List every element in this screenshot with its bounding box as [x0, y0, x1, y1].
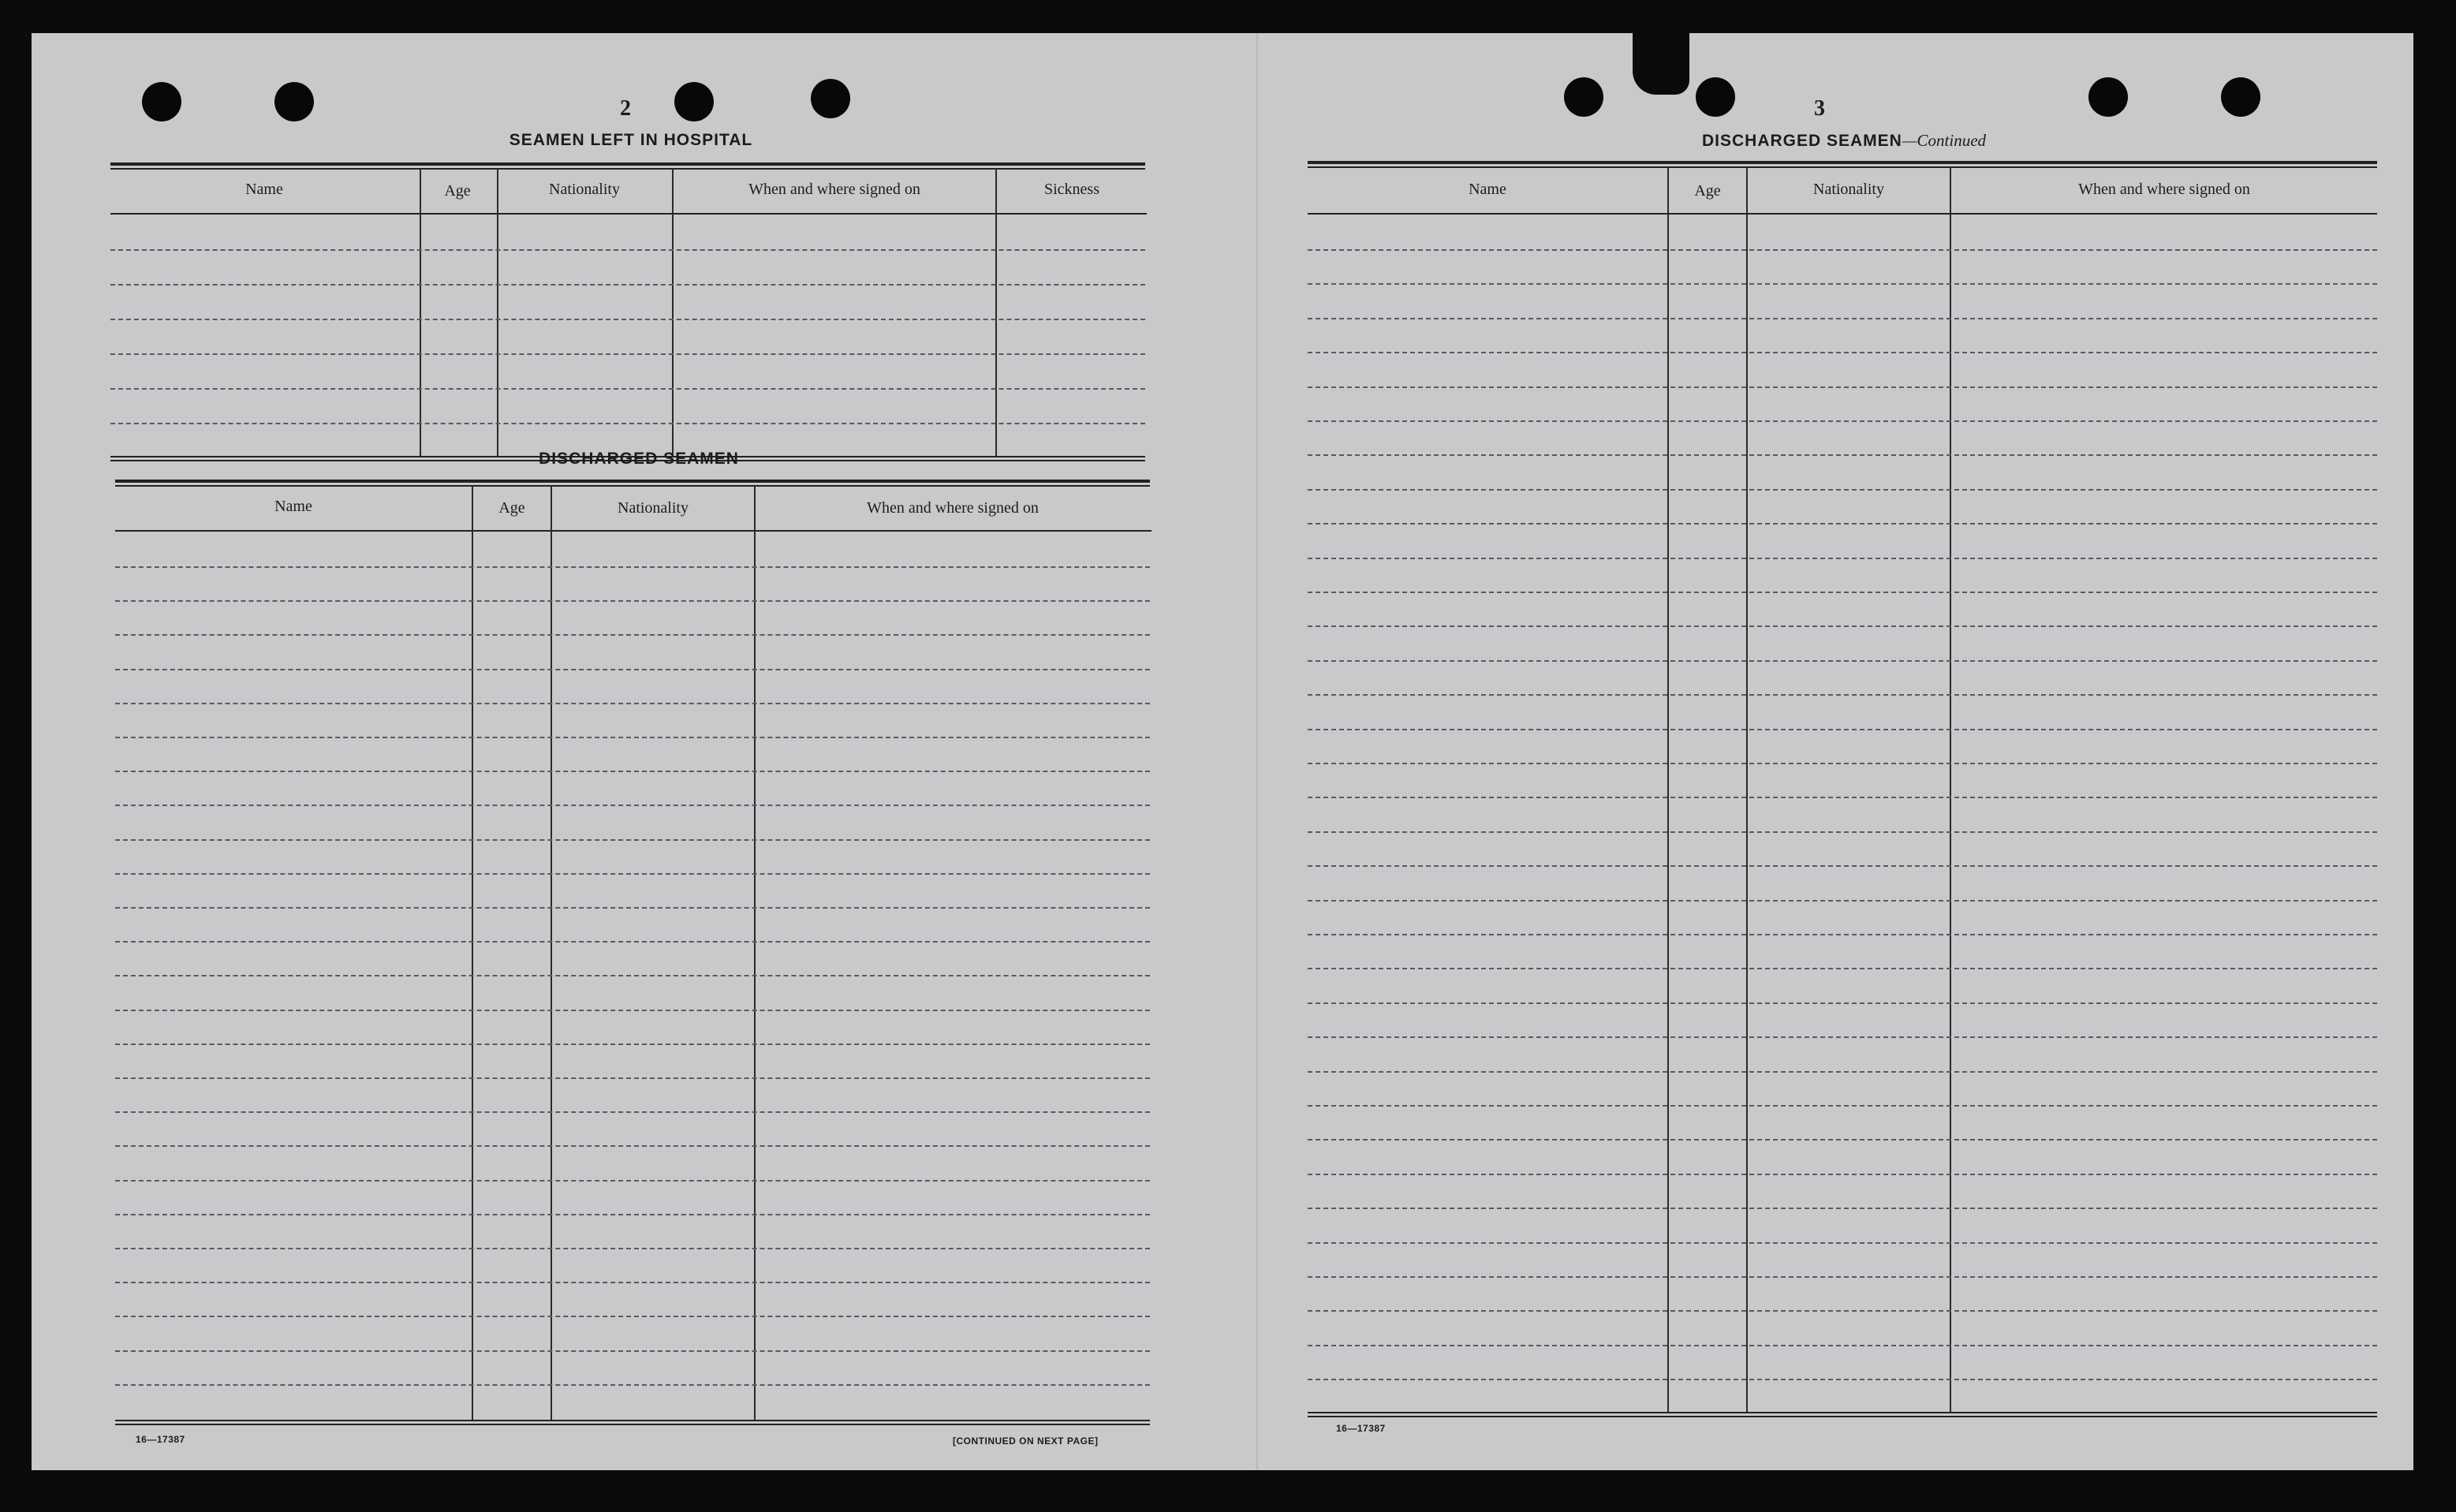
- right-header-age: Age: [1694, 182, 1721, 200]
- row-line: [115, 737, 1150, 738]
- discharged-top-rule-thin: [115, 485, 1150, 487]
- punch-hole: [2088, 77, 2128, 117]
- continued-note: [CONTINUED ON NEXT PAGE]: [953, 1435, 1099, 1447]
- row-line: [115, 839, 1150, 841]
- row-line: [1308, 1139, 2377, 1141]
- row-line: [115, 1111, 1150, 1113]
- form-number-right: 16—17387: [1336, 1423, 1386, 1434]
- discharged-bottom-rule: [115, 1420, 1150, 1421]
- row-line: [1308, 420, 2377, 422]
- row-line: [1308, 1310, 2377, 1312]
- row-line: [1308, 1208, 2377, 1209]
- row-line: [115, 1316, 1150, 1317]
- row-line: [1308, 1242, 2377, 1244]
- right-top-rule-thin: [1308, 166, 2377, 168]
- right-col-divider: [1950, 167, 1951, 1412]
- hospital-col-divider: [420, 169, 421, 457]
- discharged-header-rule: [115, 530, 1151, 532]
- discharged-col-divider: [551, 486, 552, 1420]
- row-line: [1308, 625, 2377, 627]
- hospital-header-rule: [110, 213, 1147, 215]
- row-line: [1308, 694, 2377, 696]
- row-line: [1308, 1174, 2377, 1175]
- hospital-row-line: [110, 423, 1145, 424]
- discharged-header-name: Name: [274, 498, 312, 515]
- discharged-section-title-left: DISCHARGED SEAMEN: [539, 450, 739, 468]
- row-line: [115, 1043, 1150, 1045]
- row-line: [1308, 454, 2377, 456]
- right-col-divider: [1746, 167, 1748, 1412]
- row-line: [1308, 865, 2377, 867]
- row-line: [1308, 1002, 2377, 1004]
- punch-hole: [674, 82, 714, 121]
- row-line: [115, 634, 1150, 636]
- hospital-header-signed-on: When and where signed on: [748, 181, 920, 198]
- right-col-divider: [1667, 167, 1669, 1412]
- center-fold: [1256, 33, 1258, 1470]
- row-line: [1308, 1276, 2377, 1278]
- row-line: [115, 1248, 1150, 1249]
- punch-hole: [811, 79, 850, 118]
- hospital-header-name: Name: [245, 181, 283, 198]
- row-line: [1308, 900, 2377, 902]
- discharged-col-divider: [754, 486, 756, 1420]
- discharged-header-nationality: Nationality: [618, 499, 689, 517]
- row-line: [1308, 660, 2377, 662]
- page-number-right: 3: [1814, 96, 1825, 121]
- hospital-section-title: SEAMEN LEFT IN HOSPITAL: [509, 131, 753, 149]
- row-line: [115, 669, 1150, 670]
- row-line: [1308, 797, 2377, 798]
- row-line: [1308, 318, 2377, 319]
- discharged-top-rule: [115, 480, 1150, 483]
- row-line: [1308, 523, 2377, 525]
- row-line: [115, 1350, 1150, 1352]
- hospital-row-line: [110, 353, 1145, 355]
- row-line: [115, 1145, 1150, 1147]
- row-line: [115, 1010, 1150, 1011]
- right-header-nationality: Nationality: [1813, 181, 1884, 198]
- right-header-rule: [1308, 213, 2377, 215]
- right-header-name: Name: [1469, 181, 1506, 198]
- row-line: [1308, 1036, 2377, 1038]
- hospital-top-rule-thin: [110, 168, 1145, 170]
- right-header-signed-on: When and where signed on: [2078, 181, 2250, 198]
- row-line: [115, 771, 1150, 772]
- row-line: [1308, 386, 2377, 388]
- row-line: [115, 600, 1150, 602]
- continued-suffix: —Continued: [1902, 131, 1987, 150]
- row-line: [1308, 763, 2377, 764]
- row-line: [1308, 968, 2377, 969]
- paper-tear: [1633, 33, 1689, 95]
- row-line: [115, 1384, 1150, 1386]
- discharged-header-age: Age: [498, 499, 525, 517]
- hospital-row-line: [110, 388, 1145, 390]
- row-line: [1308, 558, 2377, 559]
- hospital-header-nationality: Nationality: [549, 181, 620, 198]
- row-line: [1308, 283, 2377, 285]
- row-line: [115, 1214, 1150, 1215]
- discharged-continued-title-main: DISCHARGED SEAMEN: [1701, 132, 1902, 150]
- row-line: [1308, 249, 2377, 251]
- hospital-col-divider: [497, 169, 498, 457]
- discharged-continued-title: [1308, 131, 2380, 151]
- row-line: [115, 907, 1150, 909]
- hospital-header-age: Age: [444, 182, 471, 200]
- row-line: [1308, 489, 2377, 491]
- row-line: [115, 975, 1150, 976]
- row-line: [1308, 934, 2377, 935]
- row-line: [115, 1282, 1150, 1283]
- hospital-row-line: [110, 319, 1145, 320]
- row-line: [1308, 1379, 2377, 1380]
- row-line: [1308, 352, 2377, 353]
- form-number-left: 16—17387: [136, 1434, 185, 1445]
- discharged-bottom-rule: [115, 1424, 1150, 1425]
- row-line: [115, 873, 1150, 875]
- punch-hole: [1564, 77, 1603, 117]
- hospital-col-divider: [672, 169, 674, 457]
- punch-hole: [1696, 77, 1735, 117]
- hospital-row-line: [110, 249, 1145, 251]
- hospital-top-rule: [110, 162, 1145, 166]
- row-line: [1308, 831, 2377, 833]
- row-line: [1308, 729, 2377, 730]
- hospital-row-line: [110, 284, 1145, 286]
- row-line: [115, 703, 1150, 704]
- row-line: [1308, 1345, 2377, 1346]
- row-line: [1308, 592, 2377, 593]
- row-line: [1308, 1105, 2377, 1107]
- hospital-header-sickness: Sickness: [1044, 181, 1099, 198]
- punch-hole: [142, 82, 181, 121]
- punch-hole: [274, 82, 314, 121]
- right-bottom-rule: [1308, 1412, 2377, 1413]
- row-line: [115, 941, 1150, 943]
- page-number-left: 2: [620, 96, 631, 121]
- discharged-col-divider: [472, 486, 473, 1420]
- discharged-header-signed-on: When and where signed on: [867, 499, 1039, 517]
- hospital-col-divider: [995, 169, 997, 457]
- row-line: [115, 1180, 1150, 1182]
- row-line: [1308, 1071, 2377, 1073]
- right-top-rule: [1308, 161, 2377, 164]
- punch-hole: [2221, 77, 2260, 117]
- row-line: [115, 805, 1150, 806]
- row-line: [115, 566, 1150, 568]
- row-line: [115, 1077, 1150, 1079]
- document-sheet: [32, 33, 2413, 1470]
- right-bottom-rule: [1308, 1416, 2377, 1417]
